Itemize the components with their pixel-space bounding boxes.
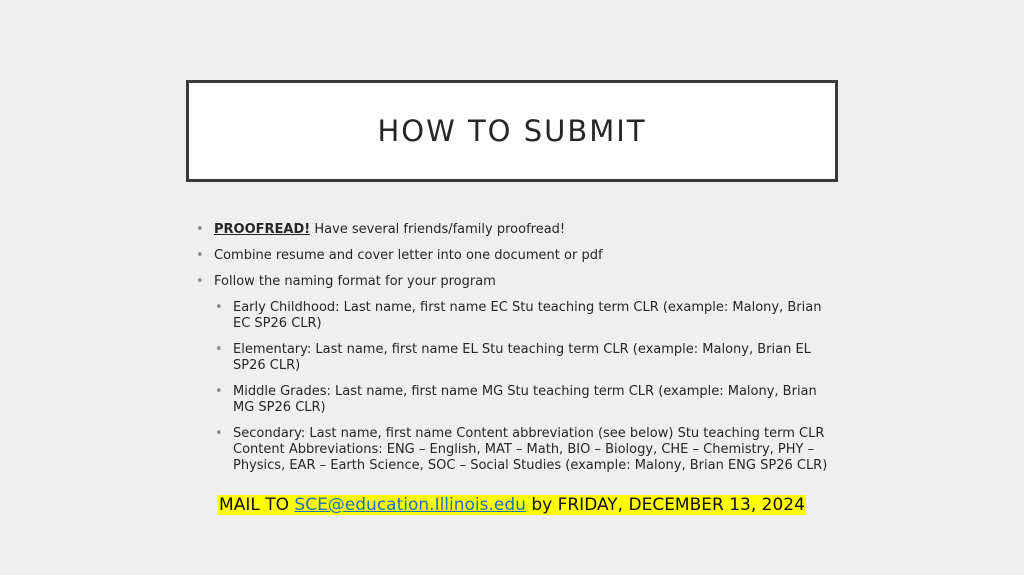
- sub-bullet-elementary: [215, 342, 836, 374]
- sub-bullet-text: Early Childhood: Last name, first name EC Stu teaching term CLR (example: Malony, Brian EC SP26 CLR): [233, 300, 822, 331]
- mail-highlight: [218, 495, 806, 515]
- sub-bullet-secondary: [215, 426, 836, 474]
- proofread-label: PROOFREAD!: [214, 222, 311, 237]
- slide-title: HOW TO SUBMIT: [377, 114, 647, 148]
- bullet-combine: [196, 248, 836, 264]
- bullet-naming-format: [196, 274, 836, 290]
- title-box: [186, 80, 838, 182]
- mail-prefix: MAIL TO: [219, 495, 295, 515]
- sub-bullet-early-childhood: [215, 300, 836, 332]
- bullet-proofread: [196, 222, 836, 238]
- sub-bullet-middle-grades: [215, 384, 836, 416]
- mail-deadline: by FRIDAY, DECEMBER 13, 2024: [525, 495, 805, 515]
- bullet-text: Combine resume and cover letter into one document or pdf: [214, 248, 603, 263]
- email-link[interactable]: SCE@education.Illinois.edu: [294, 495, 526, 515]
- mail-instruction: [0, 493, 1024, 517]
- sub-bullet-text: Elementary: Last name, first name EL Stu teaching term CLR (example: Malony, Brian EL SP26 CLR): [233, 342, 811, 373]
- bullet-text: Follow the naming format for your program: [214, 274, 496, 289]
- sub-bullet-text: Secondary: Last name, first name Content abbreviation (see below) Stu teaching term CLR Content Abbreviations: ENG – English, MAT – Math, BIO – Biology, CHE – Chemistry, PHY – Physics, EAR – Earth Science, SOC – Social Studies (example: Malony, Brian ENG SP26 CLR): [233, 426, 828, 473]
- bullet-list: [196, 222, 836, 484]
- bullet-text: Have several friends/family proofread!: [310, 222, 566, 237]
- sub-bullet-text: Middle Grades: Last name, first name MG Stu teaching term CLR (example: Malony, Brian MG SP26 CLR): [233, 384, 817, 415]
